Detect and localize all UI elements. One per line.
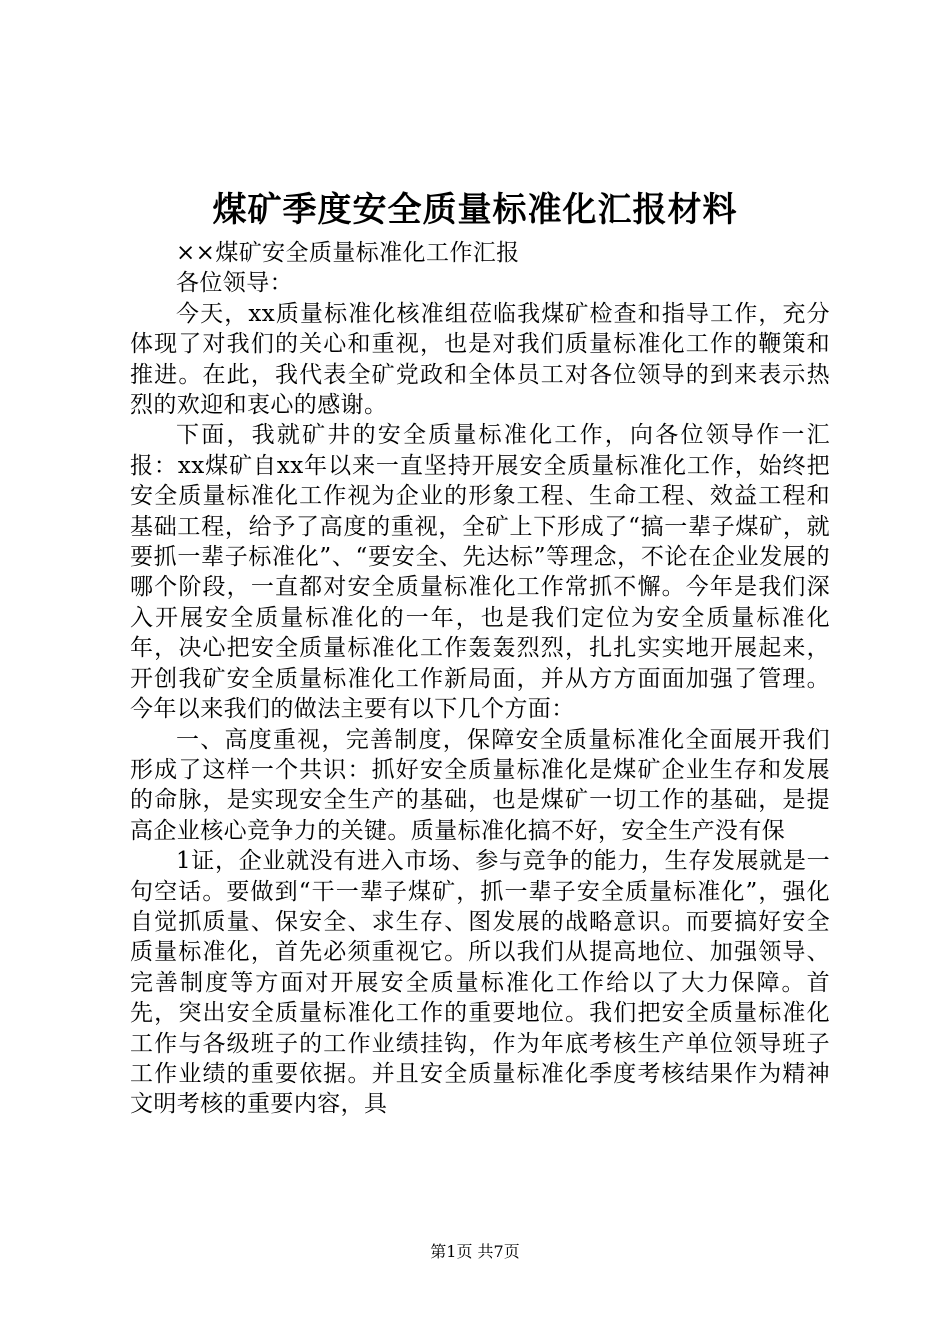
page-number-footer: 第1页 共7页 xyxy=(430,1242,520,1261)
paragraph-continuation: 1证，企业就没有进入市场、参与竞争的能力，生存发展就是一句空话。要做到“干一辈子煤矿，抓一辈子安全质量标准化”，强化自觉抓质量、保安全、求生存、图发展的战略意识。而要搞好安全质量标准化，首先必须重视它。所以我们从提高地位、加强领导、完善制度等方面对开展安全质量标准化工作给以了大力保障。首先，突出安全质量标准化工作的重要地位。我们把安全质量标准化工作与各级班子的工作业绩挂钩，作为年底考核生产单位领导班子工作业绩的重要依据。并且安全质量标准化季度考核结果作为精神文明考核的重要内容，具 xyxy=(130,848,830,1118)
document-title: 煤矿季度安全质量标准化汇报材料 xyxy=(212,190,738,230)
paragraph-opening: 今天，xx质量标准化核准组莅临我煤矿检查和指导工作，充分体现了对我们的关心和重视，也是对我们质量标准化工作的鞭策和推进。在此，我代表全矿党政和全体员工对各位领导的到来表示热烈的欢迎和衷心的感谢。 xyxy=(130,300,830,419)
paragraph-overview: 下面，我就矿井的安全质量标准化工作，向各位领导作一汇报：xx煤矿自xx年以来一直坚持开展安全质量标准化工作，始终把安全质量标准化工作视为企业的形象工程、生命工程、效益工程和基础工程，给予了高度的重视，全矿上下形成了“搞一辈子煤矿，就要抓一辈子标准化”、“要安全、先达标”等理念，不论在企业发展的哪个阶段，一直都对安全质量标准化工作常抓不懈。今年是我们深入开展安全质量标准化的一年，也是我们定位为安全质量标准化年，决心把安全质量标准化工作轰轰烈烈，扎扎实实地开展起来，开创我矿安全质量标准化工作新局面，并从方方面面加强了管理。今年以来我们的做法主要有以下几个方面： xyxy=(130,422,830,723)
paragraph-heading: ××煤矿安全质量标准化工作汇报 xyxy=(176,240,520,266)
paragraph-section-one: 一、高度重视，完善制度，保障安全质量标准化全面展开我们形成了这样一个共识：抓好安全质量标准化是煤矿企业生存和发展的命脉，是实现安全生产的基础，也是煤矿一切工作的基础，是提高企业核心竞争力的关键。质量标准化搞不好，安全生产没有保 xyxy=(130,726,830,844)
document-body xyxy=(130,238,830,1120)
paragraph-salutation: 各位领导： xyxy=(176,270,293,297)
